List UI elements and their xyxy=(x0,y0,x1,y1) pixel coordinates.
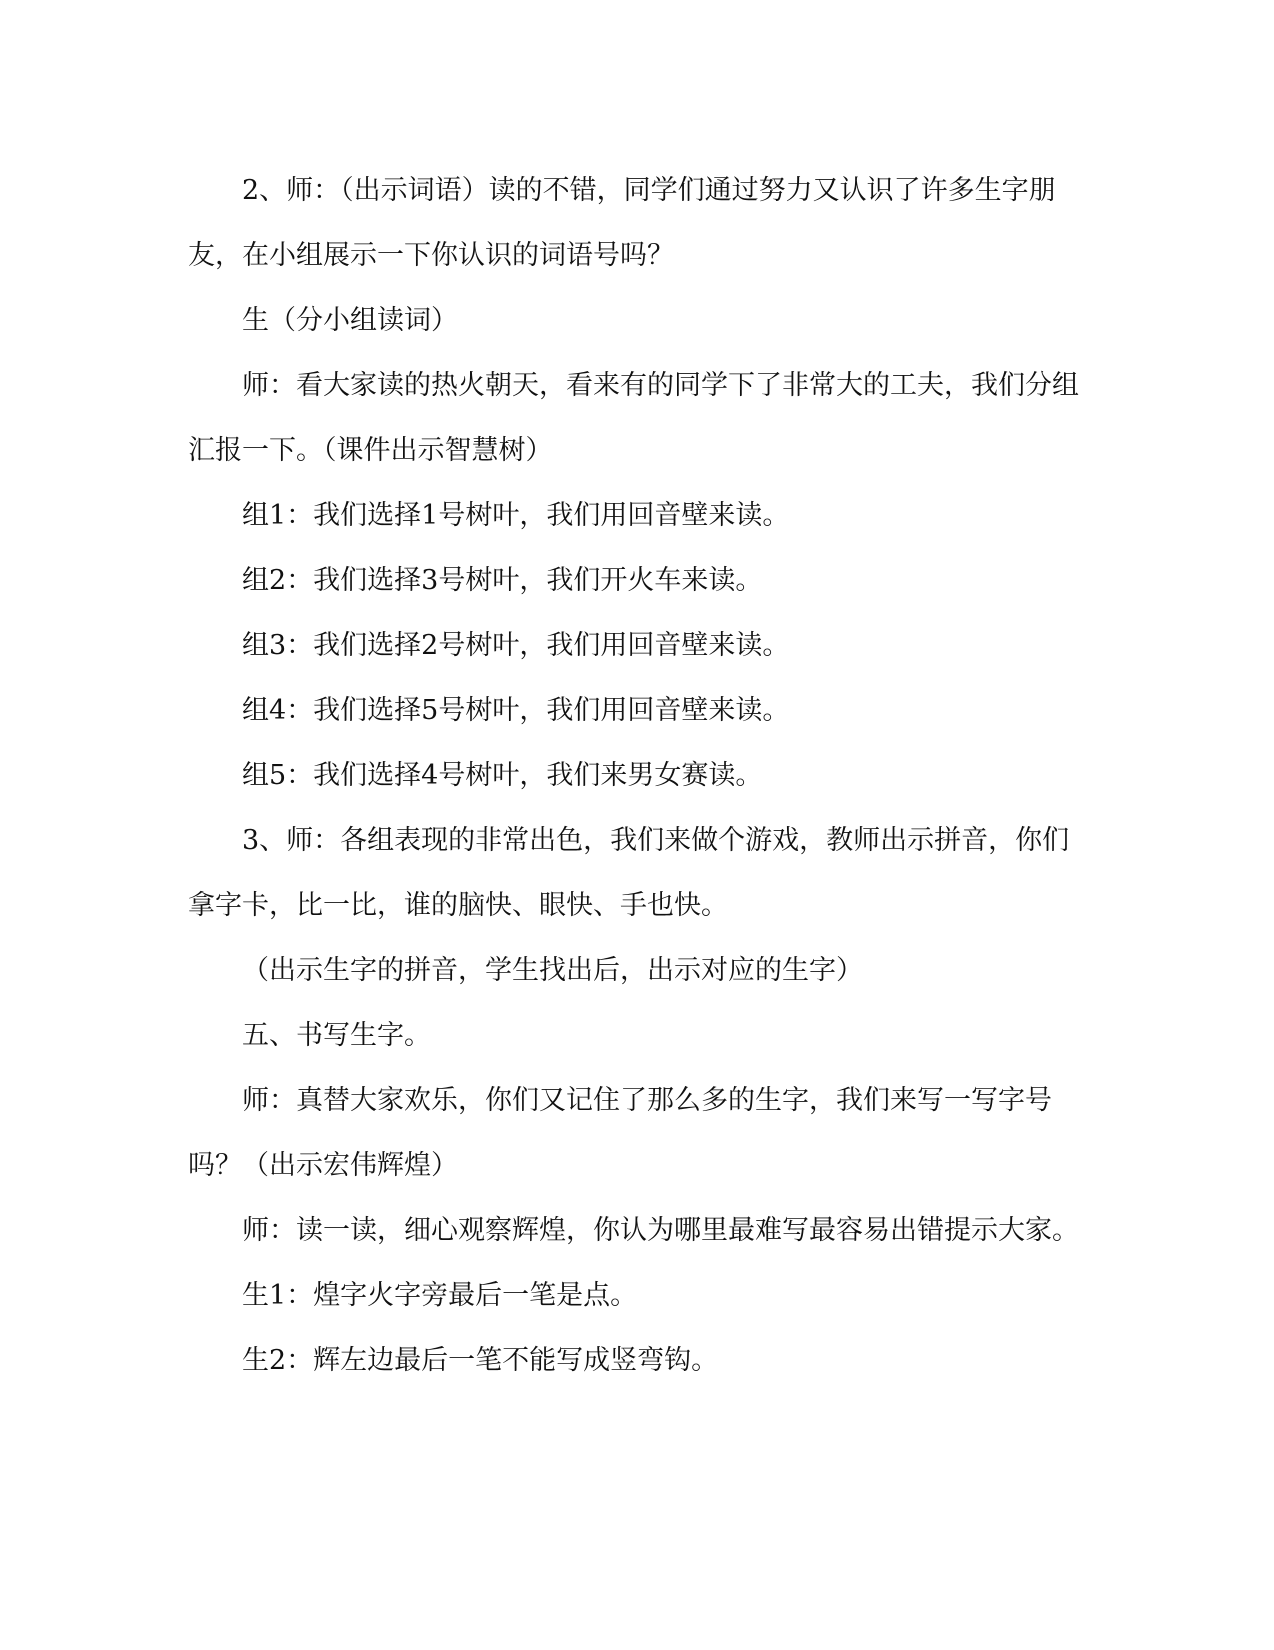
paragraph: 组4：我们选择5号树叶，我们用回音壁来读。 xyxy=(242,695,790,726)
paragraph: 生1：煌字火字旁最后一笔是点。 xyxy=(242,1280,638,1311)
paragraph: 生2：辉左边最后一笔不能写成竖弯钩。 xyxy=(242,1345,719,1376)
paragraph: 师：读一读，细心观察辉煌，你认为哪里最难写最容易出错提示大家。 xyxy=(242,1215,1079,1246)
paragraph: 生（分小组读词） xyxy=(242,305,458,336)
paragraph: 组3：我们选择2号树叶，我们用回音壁来读。 xyxy=(242,630,790,661)
paragraph: （出示生字的拼音，学生找出后，出示对应的生字） xyxy=(242,955,863,986)
document-body xyxy=(188,158,1088,1393)
paragraph: 师：真替大家欢乐，你们又记住了那么多的生字，我们来写一写字号吗？（出示宏伟辉煌） xyxy=(188,1085,1052,1181)
paragraph: 师：看大家读的热火朝天，看来有的同学下了非常大的工夫，我们分组汇报一下。（课件出示智慧树） xyxy=(188,370,1079,466)
paragraph: 五、书写生字。 xyxy=(242,1020,431,1051)
paragraph: 2、师：（出示词语）读的不错，同学们通过努力又认识了许多生字朋友，在小组展示一下你认识的词语号吗？ xyxy=(188,175,1056,271)
paragraph: 组2：我们选择3号树叶，我们开火车来读。 xyxy=(242,565,763,596)
paragraph: 组5：我们选择4号树叶，我们来男女赛读。 xyxy=(242,760,763,791)
paragraph: 3、师：各组表现的非常出色，我们来做个游戏，教师出示拼音，你们拿字卡，比一比，谁的脑快、眼快、手也快。 xyxy=(188,825,1070,921)
paragraph: 组1：我们选择1号树叶，我们用回音壁来读。 xyxy=(242,500,790,531)
